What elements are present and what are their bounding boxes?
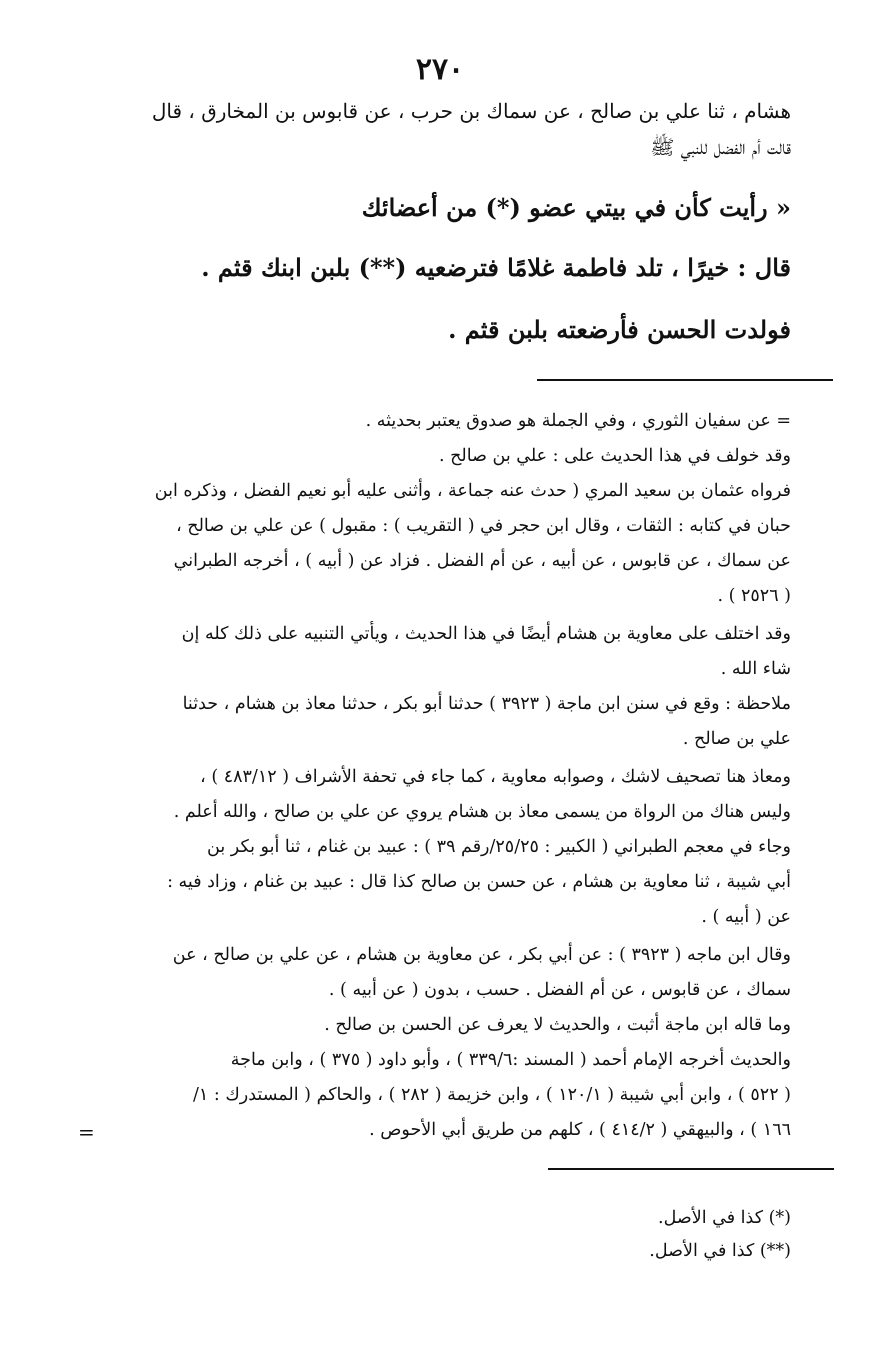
note-line: فرواه عثمان بن سعيد المري ( حدث عنه جماعة ، وأثنى عليه أبو نعيم الفضل ، وذكره ابن: [154, 481, 791, 501]
hadith-line: فولدت الحسن فأرضعته بلبن قثم .: [448, 315, 791, 344]
note-line: ( ٥٢٢ ) ، وابن أبي شيبة ( ١٢٠/١ ) ، وابن خزيمة ( ٢٨٢ ) ، والحاكم ( المستدرك : ١/: [193, 1085, 791, 1105]
note-line: عن سماك ، عن قابوس ، عن أبيه ، عن أم الفضل . فزاد عن ( أبيه ) ، أخرجه الطبراني: [173, 551, 791, 571]
note-line: وليس هناك من الرواة من يسمى معاذ بن هشام يروي عن علي بن صالح ، والله أعلم .: [173, 802, 791, 822]
hadith-line: « رأيت كأن في بيتي عضو (*) من أعضائك: [361, 193, 791, 222]
hadith-line: قال : خيرًا ، تلد فاطمة غلامًا فترضعيه (**) بلبن ابنك قثم .: [201, 253, 791, 282]
footnote: (*) كذا في الأصل.: [658, 1208, 791, 1228]
note-line: وقد اختلف على معاوية بن هشام أيضًا في هذا الحديث ، ويأتي التنبيه على ذلك كله إن: [181, 624, 791, 644]
note-line: ملاحظة : وقع في سنن ابن ماجة ( ٣٩٢٣ ) حدثنا أبو بكر ، حدثنا معاذ بن هشام ، حدثنا: [182, 694, 791, 714]
footnotes-separator: [548, 1168, 834, 1170]
note-line: وما قاله ابن ماجة أثبت ، والحديث لا يعرف عن الحسن بن صالح .: [324, 1015, 791, 1035]
continuation-mark: =: [78, 1120, 95, 1144]
page-number: ٢٧٠: [415, 52, 465, 87]
note-line: سماك ، عن قابوس ، عن أم الفضل . حسب ، بدون ( عن أبيه ) .: [328, 980, 791, 1000]
note-line: عن ( أبيه ) .: [701, 907, 791, 927]
note-line: ومعاذ هنا تصحيف لاشك ، وصوابه معاوية ، كما جاء في تحفة الأشراف ( ٤٨٣/١٢ ) ،: [200, 767, 791, 787]
notes-separator: [537, 379, 833, 381]
footnote: (**) كذا في الأصل.: [649, 1241, 791, 1261]
note-line: والحديث أخرجه الإمام أحمد ( المسند :٣٣٩/٦ ) ، وأبو داود ( ٣٧٥ ) ، وابن ماجة: [230, 1050, 791, 1070]
note-line: علي بن صالح .: [682, 729, 791, 749]
note-line: = عن سفيان الثوري ، وفي الجملة هو صدوق يعتبر بحديثه .: [365, 411, 791, 431]
note-line: ١٦٦ ) ، والبيهقي ( ٤١٤/٢ ) ، كلهم من طريق أبي الأحوص .: [369, 1120, 791, 1140]
isnad-line: هشام ، ثنا علي بن صالح ، عن سماك بن حرب ، عن قابوس بن المخارق ، قال: [151, 99, 791, 123]
note-line: ( ٢٥٢٦ ) .: [717, 586, 791, 606]
note-line: حبان في كتابه : الثقات ، وقال ابن حجر في ( التقريب ) : مقبول ) عن علي بن صالح ،: [176, 516, 791, 536]
note-line: أبي شيبة ، ثنا معاوية بن هشام ، عن حسن بن صالح كذا قال : عبيد بن غنام ، وزاد فيه :: [167, 872, 791, 892]
note-line: وقال ابن ماجه ( ٣٩٢٣ ) : عن أبي بكر ، عن معاوية بن هشام ، عن علي بن صالح ، عن: [172, 945, 791, 965]
note-line: شاء الله .: [720, 659, 791, 679]
note-line: وجاء في معجم الطبراني ( الكبير : ٢٥/٢٥/رقم ٣٩ ) : عبيد بن غنام ، ثنا أبو بكر بن: [207, 837, 791, 857]
isnad-line: قالت أم الفضل للنبي ﷺ: [650, 135, 791, 159]
note-line: وقد خولف في هذا الحديث على : علي بن صالح .: [438, 446, 791, 466]
